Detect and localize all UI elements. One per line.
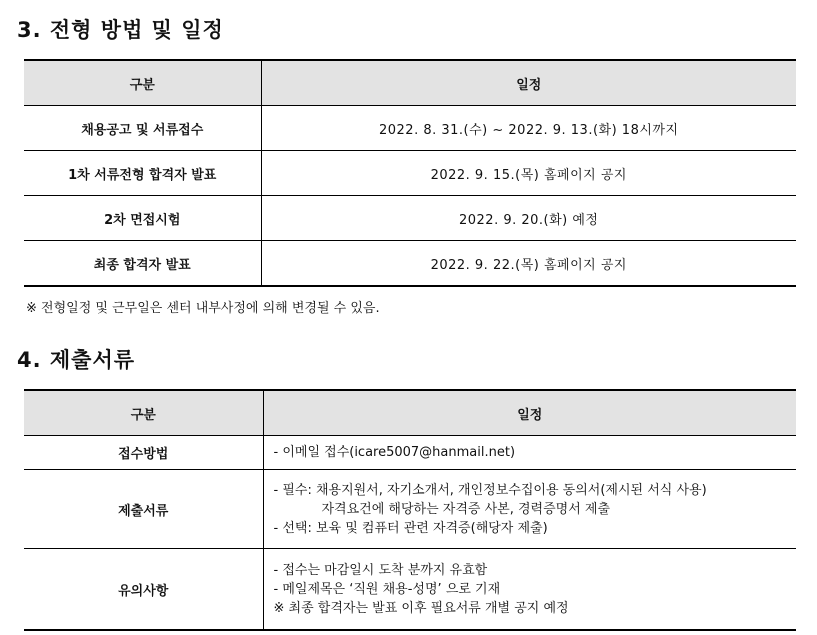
content-line: - 선택: 보육 및 컴퓨터 관련 자격증(해당자 제출) (273, 520, 548, 536)
documents-table (24, 389, 796, 631)
row-label: 1차 서류전형 합격자 발표 (24, 151, 261, 196)
table-row (24, 470, 796, 549)
content-line: ※ 최종 합격자는 발표 이후 필요서류 개별 공지 예정 (273, 600, 569, 616)
row-label: 최종 합격자 발표 (24, 241, 261, 287)
schedule-note: ※ 전형일정 및 근무일은 센터 내부사정에 의해 변경될 수 있음. (26, 301, 380, 316)
row-value: 2022. 9. 20.(화) 예정 (261, 196, 796, 241)
row-content (263, 436, 796, 470)
column-header-category: 구분 (24, 60, 261, 106)
table-row (24, 241, 796, 287)
column-header-category: 구분 (24, 390, 263, 436)
row-label: 유의사항 (24, 549, 263, 631)
column-header-schedule: 일정 (263, 390, 796, 436)
content-line: - 메일제목은 ‘직원 채용-성명’ 으로 기재 (273, 581, 501, 597)
table-row (24, 549, 796, 631)
table-row (24, 196, 796, 241)
row-label: 채용공고 및 서류접수 (24, 106, 261, 151)
row-content (263, 470, 796, 549)
schedule-section-heading: 3. 전형 방법 및 일정 (17, 18, 224, 42)
content-line: 자격요건에 해당하는 자격증 사본, 경력증명서 제출 (321, 501, 611, 517)
table-header-row (24, 60, 796, 106)
table-row (24, 436, 796, 470)
table-row (24, 106, 796, 151)
row-label: 제출서류 (24, 470, 263, 549)
row-value: 2022. 9. 22.(목) 홈페이지 공지 (261, 241, 796, 287)
row-value: 2022. 8. 31.(수) ~ 2022. 9. 13.(화) 18시까지 (261, 106, 796, 151)
content-line: - 접수는 마감일시 도착 분까지 유효함 (273, 562, 488, 578)
row-value: 2022. 9. 15.(목) 홈페이지 공지 (261, 151, 796, 196)
row-label: 2차 면접시험 (24, 196, 261, 241)
content-line: - 이메일 접수(icare5007@hanmail.net) (273, 445, 516, 460)
documents-section-heading: 4. 제출서류 (17, 348, 136, 372)
row-label: 접수방법 (24, 436, 263, 470)
row-content (263, 549, 796, 631)
column-header-schedule: 일정 (261, 60, 796, 106)
table-row (24, 151, 796, 196)
schedule-table (24, 59, 796, 287)
table-header-row (24, 390, 796, 436)
content-line: - 필수: 채용지원서, 자기소개서, 개인정보수집이용 동의서(제시된 서식 사용) (273, 482, 707, 498)
